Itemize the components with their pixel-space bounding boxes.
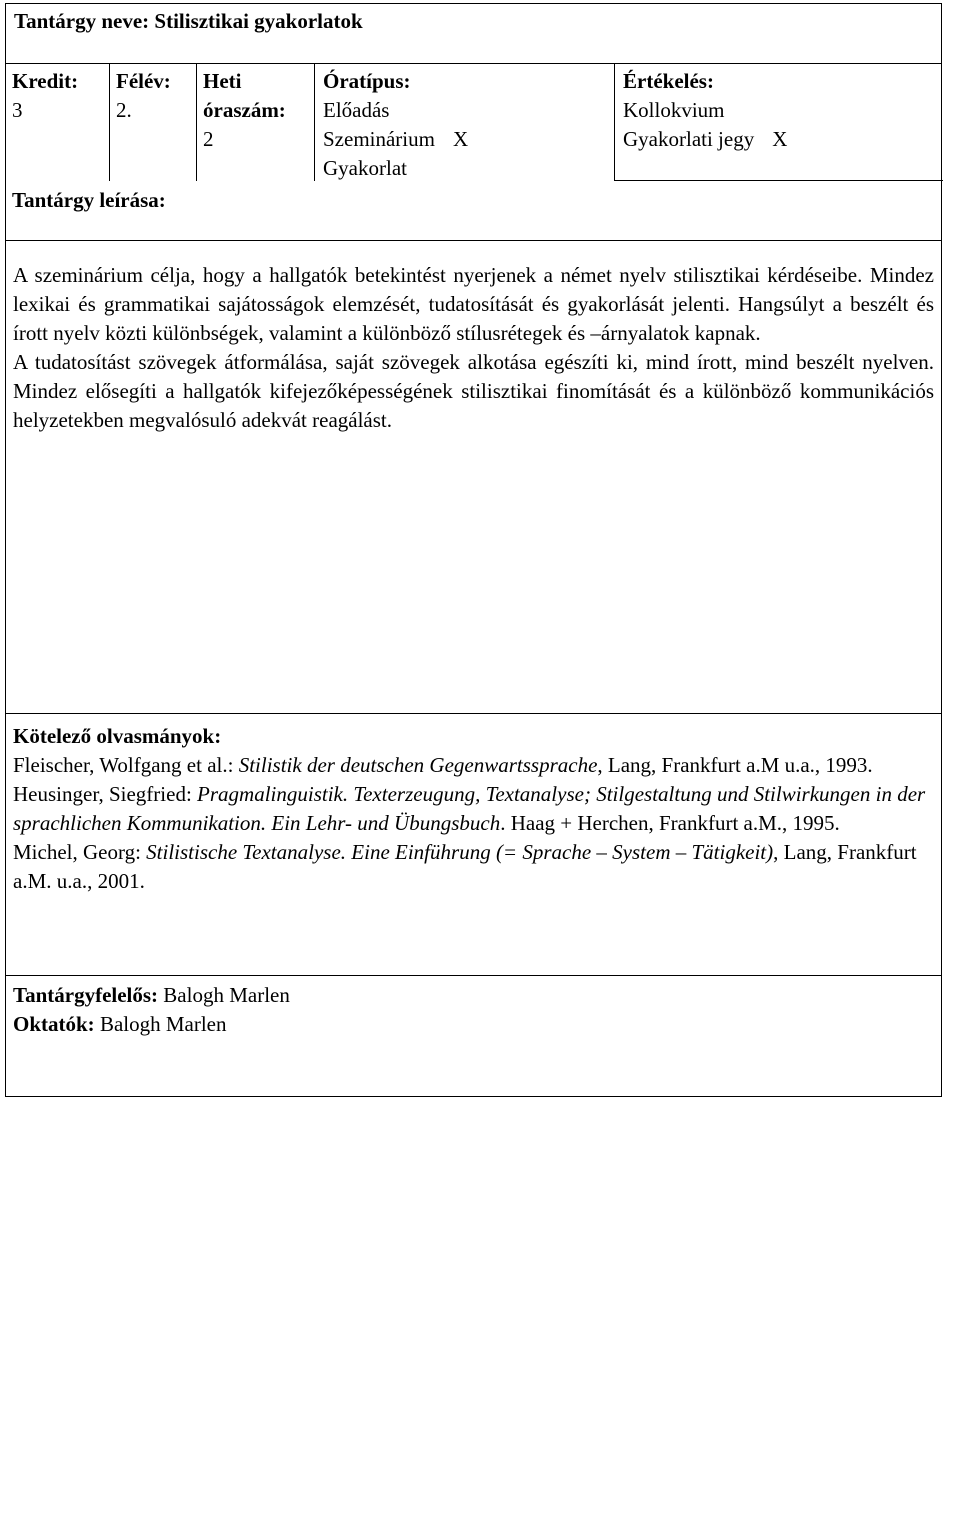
reading-item: [13, 780, 934, 838]
class-type-option-seminar: Szeminárium X: [323, 127, 469, 151]
instructors-line: [13, 1010, 934, 1039]
class-type-option-lecture: Előadás: [323, 98, 390, 122]
reading-author: Heusinger, Siegfried:: [13, 782, 192, 806]
credit-cell: [6, 64, 109, 181]
subject-label: Tantárgy neve:: [14, 9, 150, 33]
evaluation-cell: [614, 64, 943, 181]
responsible-value: Balogh Marlen: [163, 983, 290, 1007]
info-row: [5, 64, 942, 241]
evaluation-option-practical-grade: Gyakorlati jegy X: [623, 127, 788, 151]
reading-details: , Lang, Frankfurt a.M. u.a., 2001.: [13, 840, 917, 893]
reading-title: Stilistik der deutschen Gegenwartssprache: [238, 753, 598, 777]
reading-title: Stilistische Textanalyse. Eine Einführung (= Sprache – System – Tätigkeit): [146, 840, 774, 864]
course-sheet: [5, 3, 942, 1097]
description-row: [5, 241, 942, 714]
weekly-hours-value: 2: [203, 127, 214, 151]
class-type-selected-mark: X: [452, 127, 469, 151]
description-paragraph-2: A tudatosítást szövegek átformálása, saját szövegek alkotása egészíti ki, mind írott, mind beszélt nyelven. Mindez elősegíti a hallgatók kifejezőképességének stilisztikai finomítását és a különböző kommunikációs helyzetekben megvalósuló adekvát reagálást.: [13, 350, 934, 432]
reading-author: Fleischer, Wolfgang et al.:: [13, 753, 234, 777]
readings-row: [5, 714, 942, 976]
subject-value: Stilisztikai gyakorlatok: [154, 9, 363, 33]
description-paragraph-1: A szeminárium célja, hogy a hallgatók betekintést nyerjenek a német nyelv stilisztikai kérdéseibe. Mindez lexikai és grammatikai sajátosságok elemzését, tudatosítását és gyakorlását jelenti. Hangsúlyt a beszélt és írott nyelv közti különbségek, valamint a különböző stílusrétegek és –árnyalatok kapnak.: [13, 263, 934, 345]
description-label: Tantárgy leírása:: [12, 188, 166, 212]
responsible-row: [5, 976, 942, 1097]
responsible-line: [13, 976, 934, 1010]
responsible-label: Tantárgyfelelős:: [13, 983, 159, 1007]
class-type-option-practice: Gyakorlat: [323, 156, 407, 180]
evaluation-label: Értékelés:: [623, 69, 714, 93]
instructors-value: Balogh Marlen: [99, 1012, 227, 1036]
reading-item: [13, 838, 934, 896]
reading-title: Pragmalinguistik. Texterzeugung, Textanalyse; Stilgestaltung und Stilwirkungen in der sprachlichen Kommunikation. Ein Lehr- und Übungsbuch: [13, 782, 926, 835]
reading-details: , Lang, Frankfurt a.M u.a., 1993.: [597, 753, 873, 777]
class-type-cell: [314, 64, 614, 181]
reading-item: [13, 751, 934, 780]
weekly-hours-label-2: óraszám:: [203, 98, 286, 122]
evaluation-selected-mark: X: [772, 127, 788, 151]
reading-details: . Haag + Herchen, Frankfurt a.M., 1995.: [500, 811, 840, 835]
evaluation-option-colloquium: Kollokvium: [623, 98, 725, 122]
description-label-wrap: [12, 186, 166, 215]
instructors-label: Oktatók:: [13, 1012, 95, 1036]
readings-label: Kötelező olvasmányok:: [13, 724, 222, 748]
subject-row: [5, 3, 942, 64]
semester-cell: [109, 64, 196, 181]
reading-author: Michel, Georg:: [13, 840, 141, 864]
credit-label: Kredit:: [12, 69, 79, 93]
class-type-label: Óratípus:: [323, 69, 411, 93]
weekly-hours-cell: [196, 64, 314, 181]
semester-label: Félév:: [116, 69, 171, 93]
credit-value: 3: [12, 98, 23, 122]
weekly-hours-label-1: Heti: [203, 69, 242, 93]
semester-value: 2.: [116, 98, 132, 122]
